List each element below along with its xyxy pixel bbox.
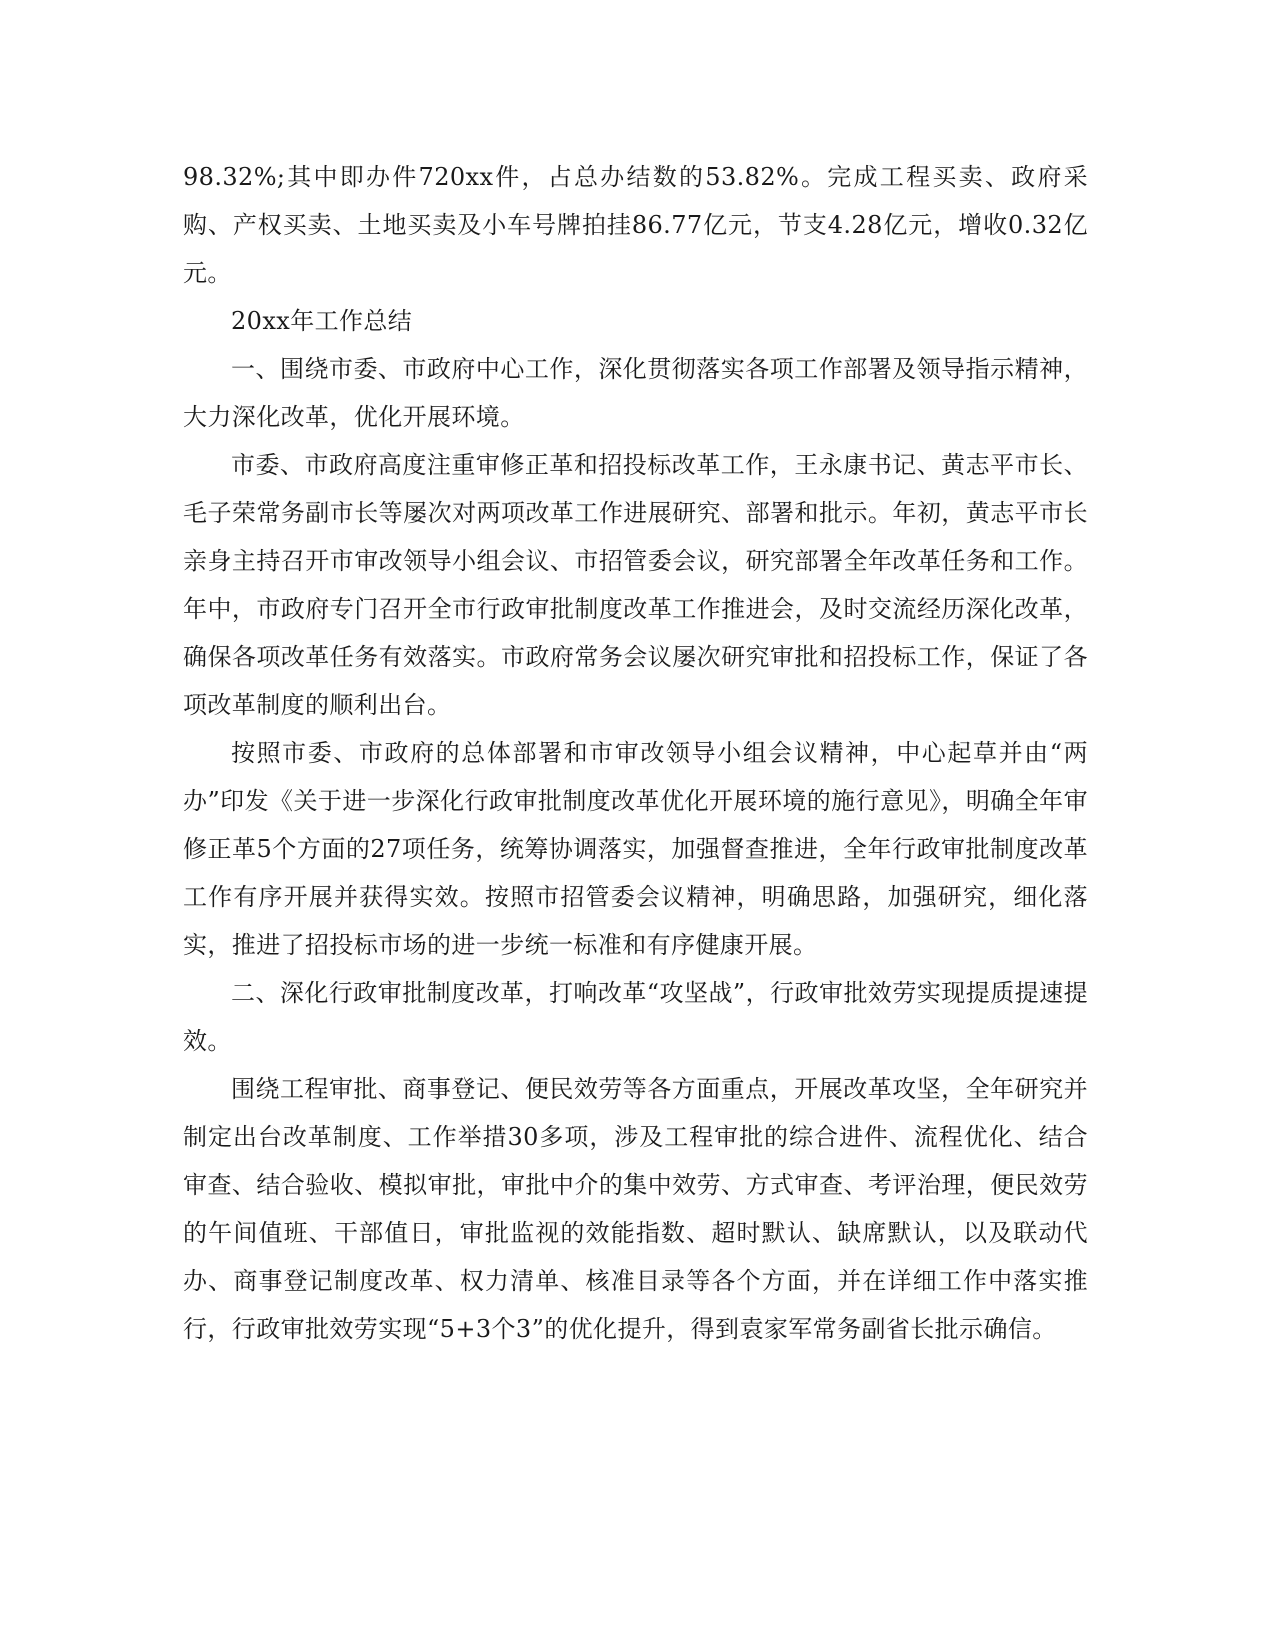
document-body (183, 153, 1088, 1353)
paragraph-leadership: 市委、市政府高度注重审修正革和招投标改革工作，王永康书记、黄志平市长、毛子荣常务副市长等屡次对两项改革工作进展研究、部署和批示。年初，黄志平市长亲身主持召开市审改领导小组会议、市招管委会议，研究部署全年改革任务和工作。年中，市政府专门召开全市行政审批制度改革工作推进会，及时交流经历深化改革，确保各项改革任务有效落实。市政府常务会议屡次研究审批和招投标工作，保证了各项改革制度的顺利出台。 (183, 451, 1088, 719)
section-heading-one: 一、围绕市委、市政府中心工作，深化贯彻落实各项工作部署及领导指示精神，大力深化改革，优化开展环境。 (183, 355, 1088, 431)
section-heading-annual-summary: 20xx年工作总结 (231, 307, 413, 335)
section-heading-two: 二、深化行政审批制度改革，打响改革“攻坚战”，行政审批效劳实现提质提速提效。 (183, 979, 1088, 1055)
paragraph-opening-stats: 98.32%;其中即办件720xx件，占总办结数的53.82%。完成工程买卖、政府采购、产权买卖、土地买卖及小车号牌拍挂86.77亿元，节支4.28亿元，增收0.32亿元。 (183, 163, 1088, 287)
paragraph-deployment: 按照市委、市政府的总体部署和市审改领导小组会议精神，中心起草并由“两办”印发《关于进一步深化行政审批制度改革优化开展环境的施行意见》，明确全年审修正革5个方面的27项任务，统筹协调落实，加强督查推进，全年行政审批制度改革工作有序开展并获得实效。按照市招管委会议精神，明确思路，加强研究，细化落实，推进了招投标市场的进一步统一标准和有序健康开展。 (183, 739, 1088, 959)
paragraph-reform-measures: 围绕工程审批、商事登记、便民效劳等各方面重点，开展改革攻坚，全年研究并制定出台改革制度、工作举措30多项，涉及工程审批的综合进件、流程优化、结合审查、结合验收、模拟审批，审批中介的集中效劳、方式审查、考评治理，便民效劳的午间值班、干部值日，审批监视的效能指数、超时默认、缺席默认，以及联动代办、商事登记制度改革、权力清单、核准目录等各个方面，并在详细工作中落实推行，行政审批效劳实现“5+3个3”的优化提升，得到袁家军常务副省长批示确信。 (183, 1075, 1088, 1343)
